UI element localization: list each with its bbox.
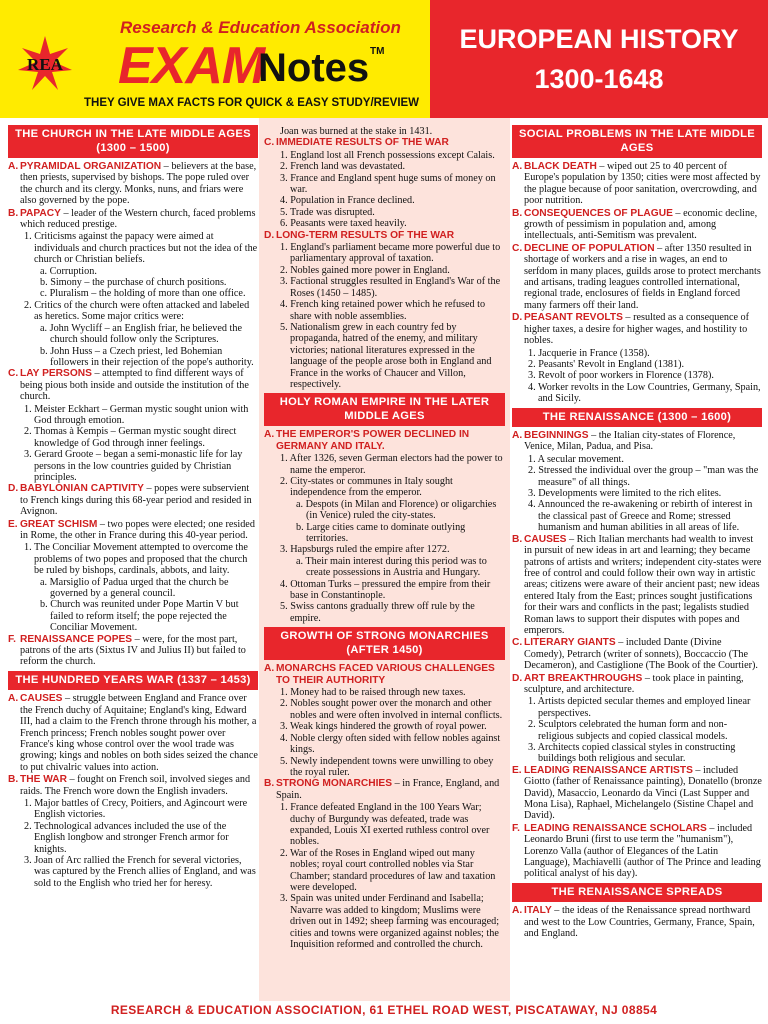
sub-item: 5. Swiss cantons gradually threw off rule by the empire. [280, 601, 475, 624]
column-left [8, 122, 258, 889]
sub-item: 1. Major battles of Crecy, Poitiers, and Agincourt were English victories. [24, 798, 248, 821]
sub-item: 2. Nobles sought power over the monarch and other nobles and were often involved in internal conflicts. [280, 698, 503, 721]
sub-item: 3. Revolt of poor workers in Florence (1378). [528, 370, 714, 382]
sub-sub-item: c. Pluralism – the holding of more than one office. [40, 288, 246, 300]
sub-item: 4. Worker revolts in the Low Countries, Germany, Spain, and Sicily. [528, 381, 761, 405]
list-item: A. CAUSES – struggle between England and France over the French duchy of Aquitaine; England's king, Edward III, had a claim to the French throne through his mother, a French princess; French nobles sought power over France's king whose control over the wool trade was growing; kings and nobles on both sides seized the chance to put chivalric values into action. [8, 693, 258, 773]
list-item: F. RENAISSANCE POPES – were, for the most part, patrons of the arts (Sixtus IV and Julius II) but failed to reform the church. [8, 633, 246, 668]
sub-sub-item: b. Church was reunited under Pope Martin V but failed to reform itself; the pope rejected the Conciliar Movement. [40, 599, 239, 634]
sub-item: 3. Factional struggles resulted in England's War of the Roses (1450 – 1485). [280, 276, 501, 299]
sub-item: 3. Hapsburgs ruled the empire after 1272. [280, 544, 450, 556]
sub-item: 2. Nobles gained more power in England. [280, 264, 450, 276]
section-heading: THE HUNDRED YEARS WAR (1337 – 1453) [8, 671, 258, 691]
sub-item: 2. Peasants' Revolt in England (1381). [528, 358, 685, 370]
sub-sub-item: a. Marsiglio of Padua urged that the church be governed by a general council. [40, 576, 229, 600]
list-item: B. CAUSES – Rich Italian merchants had wealth to invest in pursuit of new ideas in art and learning; they became patrons of artists and writers; independent city-states were free of control and could follow their own way in artistic areas; citizens were aware of their ancient past; new ideas entered Italy from the East; princes sought justifications for their wars and conflicts in the past; legalists studied Roman laws to support their disputes with popes and emperors. [512, 533, 762, 636]
sub-sub-item: a. John Wycliff – an English friar, he believed the church should follow only the Scriptures. [40, 322, 243, 346]
sub-item: 1. France defeated England in the 100 Years War; duchy of Burgundy was defeated, trade was expanded, Louis XI exerted ruthless control over nobles. [280, 802, 490, 848]
sub-item: 1. After 1326, seven German electors had the power to name the emperor. [280, 453, 503, 476]
section-heading: HOLY ROMAN EMPIRE IN THE LATER MIDDLE AGES [264, 393, 505, 426]
sub-item: 2. Critics of the church were often attacked and labeled as heretics. Some major critics were: [24, 299, 250, 323]
list-item: C. LITERARY GIANTS – included Dante (Divine Comedy), Petrarch (writer of sonnets), Boccaccio (The Decameron), and Castiglione (The Book of the Courtier). [512, 637, 758, 672]
sub-item: 4. Population in France declined. [280, 195, 415, 207]
sub-sub-item: b. John Huss – a Czech priest, led Bohemian followers in their rejection of the pope's authority. [40, 345, 254, 368]
sub-sub-item: b. Large cities came to dominate outlying territories. [296, 521, 466, 544]
list-item: A. BLACK DEATH – wiped out 25 to 40 percent of Europe's population by 1350; cities were most affected by the plague because of poor sanitation, overcrowding, and poor nutrition. [512, 161, 761, 207]
list-item: E. LEADING RENAISSANCE ARTISTS – included Giotto (father of Renaissance painting), Donatello (bronze David), Masaccio, Leonardo da Vinci (Last Supper and Mona Lisa), Raphael, Michelangelo (Sistine Chapel and David). [512, 764, 762, 822]
list-item: D. ART BREAKTHROUGHS – took place in painting, sculpture, and architecture. [512, 672, 744, 695]
sub-item: 1. England's parliament became more powerful due to parliamentary approval of taxation. [280, 242, 501, 265]
sub-item: 2. Sculptors celebrated the human form and non-religious subjects and copied classical models. [528, 719, 728, 742]
sub-sub-item: b. Simony – the purchase of church positions. [40, 277, 227, 289]
sub-item: 1. The Conciliar Movement attempted to overcome the problems of two popes and proposed that the church be ruled by bishops, cardinals, abbots, and laity. [24, 542, 248, 577]
sub-sub-item: a. Corruption. [40, 265, 97, 277]
notes-wordmark: Notes [258, 46, 370, 90]
sub-item: 3. Gerard Groote – began a semi-monastic life for lay persons in the low countries guided by Christian principles. [24, 449, 243, 483]
sub-item: 3. France and England spent huge sums of money on war. [280, 172, 496, 196]
column-middle [259, 118, 510, 1001]
list-item: A. MONARCHS FACED VARIOUS CHALLENGES TO THEIR AUTHORITY [264, 663, 495, 686]
sub-item: 6. Peasants were taxed heavily. [280, 218, 407, 230]
list-item: C. LAY PERSONS – attempted to find different ways of being pious both inside and outside the institution of the church. [8, 368, 249, 403]
page-subtitle-dates: 1300-1648 [534, 64, 664, 94]
list-item: B. CONSEQUENCES OF PLAGUE – economic decline, growth of pessimism in population and, among intellectuals, anti-Semitism was prevalent. [512, 207, 758, 242]
trademark: TM [370, 46, 385, 57]
sub-item: 4. Announced the re-awakening or rebirth of interest in the classical past of Greece and Rome; stressed humanism and human abilities in all areas of life. [528, 499, 753, 534]
sub-sub-item: a. Despots (in Milan and Florence) or oligarchies (in Venice) ruled the city-states. [296, 498, 497, 522]
sub-item: 2. Thomas à Kempis – German mystic sought direct knowledge of God through inner feelings. [24, 426, 237, 449]
list-item: A. PYRAMIDAL ORGANIZATION – believers at the base, then priests, supervised by bishops. The pope ruled over the church and its clergy. Monks, nuns, and friars were also governed by the pope. [8, 161, 257, 207]
sub-item: 1. Money had to be raised through new taxes. [280, 687, 466, 699]
sub-item: 1. Criticisms against the papacy were aimed at individuals and church practices but not the idea of the church or Christian beliefs. [24, 231, 258, 266]
sub-item: 3. Weak kings hindered the growth of royal power. [280, 721, 487, 733]
section-heading: SOCIAL PROBLEMS IN THE LATE MIDDLE AGES [512, 125, 762, 158]
list-item: B. STRONG MONARCHIES – in France, England, and Spain. [264, 778, 500, 801]
sub-item: 1. England lost all French possessions except Calais. [280, 149, 495, 161]
list-item: A. ITALY – the ideas of the Renaissance spread northward and west to the Low Countries, Germany, France, Spain, and England. [512, 905, 755, 940]
sub-item: 4. French king retained power which he refused to share with noble assemblies. [280, 299, 486, 322]
list-item: D. PEASANT REVOLTS – resulted as a consequence of higher taxes, a desire for higher wages, and hostility to nobles. [512, 312, 750, 347]
rea-logo-icon [16, 34, 74, 94]
sub-item: 1. Artists depicted secular themes and employed linear perspectives. [528, 696, 751, 719]
exam-wordmark: EXAM [118, 37, 265, 95]
sub-item: 5. Nationalism grew in each country fed by propaganda, hatred of the enemy, and military victories; national literatures expressed in the language of the people arose both in England and France in the works of Chaucer and Villon, respectively. [280, 321, 492, 390]
sub-item: 4. Ottoman Turks – pressured the empire from their base in Constantinople. [280, 578, 491, 602]
sub-item: 3. Joan of Arc rallied the French for several victories, was captured by the French allies of England, and was sold to the English who tried her for heresy. [24, 855, 256, 889]
list-item: E. GREAT SCHISM – two popes were elected; one resided in Rome, the other in France during this 40-year period. [8, 518, 255, 541]
list-item: D. BABYLONIAN CAPTIVITY – popes were subservient to French kings during this 68-year period and resided in Avignon. [8, 483, 252, 518]
sub-item: 2. Technological advances included the use of the English longbow and stronger French armor for knights. [24, 820, 229, 855]
sub-item: 2. War of the Roses in England wiped out many nobles; royal court controlled nobles via Star Chamber; standard procedures of law and taxation were developed. [280, 847, 496, 893]
list-item: F. LEADING RENAISSANCE SCHOLARS – included Leonardo Bruni (first to use term the "humanism"), Lorenzo Valla (author of Elegances of the Latin Language), Machiavelli (author of The Prince and leading political analyst of his day). [512, 822, 761, 880]
sub-item: 1. Meister Eckhart – German mystic sought union with God through emotion. [24, 403, 249, 426]
list-item: B. THE WAR – fought on French soil, involved sieges and raids. The French wore down the English invaders. [8, 774, 251, 797]
publisher-name: Research & Education Association [120, 18, 401, 37]
sub-item: 5. Trade was disrupted. [280, 206, 375, 218]
sub-item: 1. A secular movement. [528, 453, 624, 465]
sub-item: 1. Jacquerie in France (1358). [528, 347, 650, 359]
tagline: THEY GIVE MAX FACTS FOR QUICK & EASY STUDY/REVIEW [84, 97, 420, 109]
list-item: C. DECLINE OF POPULATION – after 1350 resulted in shortage of workers and a rise in wages, an end to serfdom in many places, guilds arose to protect merchants and artisans, trading leagues controlled international, regional trade, enclosures of fields in England forced many farmers off their land. [512, 242, 761, 311]
sub-sub-item: a. Their main interest during this period was to create possessions in Austria and Hungary. [296, 555, 487, 579]
sub-item: 2. Stressed the individual over the group – "man was the measure" of all things. [528, 465, 759, 488]
sub-item: 5. Newly independent towns were unwilling to obey the royal ruler. [280, 755, 494, 778]
sub-item: 2. French land was devastated. [280, 161, 406, 173]
header-title-panel [430, 0, 768, 118]
column-right [512, 122, 762, 941]
header-brand [0, 0, 430, 118]
section-heading: GROWTH OF STRONG MONARCHIES (AFTER 1450) [264, 627, 505, 660]
list-item: A. THE EMPEROR'S POWER DECLINED IN GERMANY AND ITALY. [264, 429, 470, 452]
footer-address: RESEARCH & EDUCATION ASSOCIATION, 61 ETHEL ROAD WEST, PISCATAWAY, NJ 08854 [110, 1003, 658, 1017]
list-item: D. LONG-TERM RESULTS OF THE WAR [264, 229, 455, 241]
sub-item: 3. Architects copied classical styles in constructing buildings both religious and secular. [528, 742, 736, 765]
page-title: EUROPEAN HISTORY [459, 24, 739, 54]
svg-text:REA: REA [27, 55, 63, 74]
list-item: A. BEGINNINGS – the Italian city-states of Florence, Venice, Milan, Padua, and Pisa. [512, 430, 736, 453]
section-heading: THE RENAISSANCE (1300 – 1600) [512, 408, 762, 428]
list-item: B. PAPACY – leader of the Western church, faced problems which reduced prestige. [8, 207, 256, 231]
section-heading: THE CHURCH IN THE LATE MIDDLE AGES (1300 – 1500) [8, 125, 258, 158]
continued-text: Joan was burned at the stake in 1431. [280, 126, 433, 137]
sub-item: 3. Developments were limited to the rich elites. [528, 488, 722, 500]
sub-item: 2. City-states or communes in Italy sought independence from the emperor. [280, 475, 453, 499]
section-heading: THE RENAISSANCE SPREADS [512, 883, 762, 903]
list-item: C. IMMEDIATE RESULTS OF THE WAR [264, 137, 449, 149]
sub-item: 3. Spain was united under Ferdinand and Isabella; Navarre was added to kingdom; Muslims were driven out in 1492; sheep farming was encouraged; cities and towns were organized against nobles; the Inquisition reformed and controlled the church. [280, 893, 500, 950]
sub-item: 4. Noble clergy often sided with fellow nobles against kings. [280, 732, 501, 756]
